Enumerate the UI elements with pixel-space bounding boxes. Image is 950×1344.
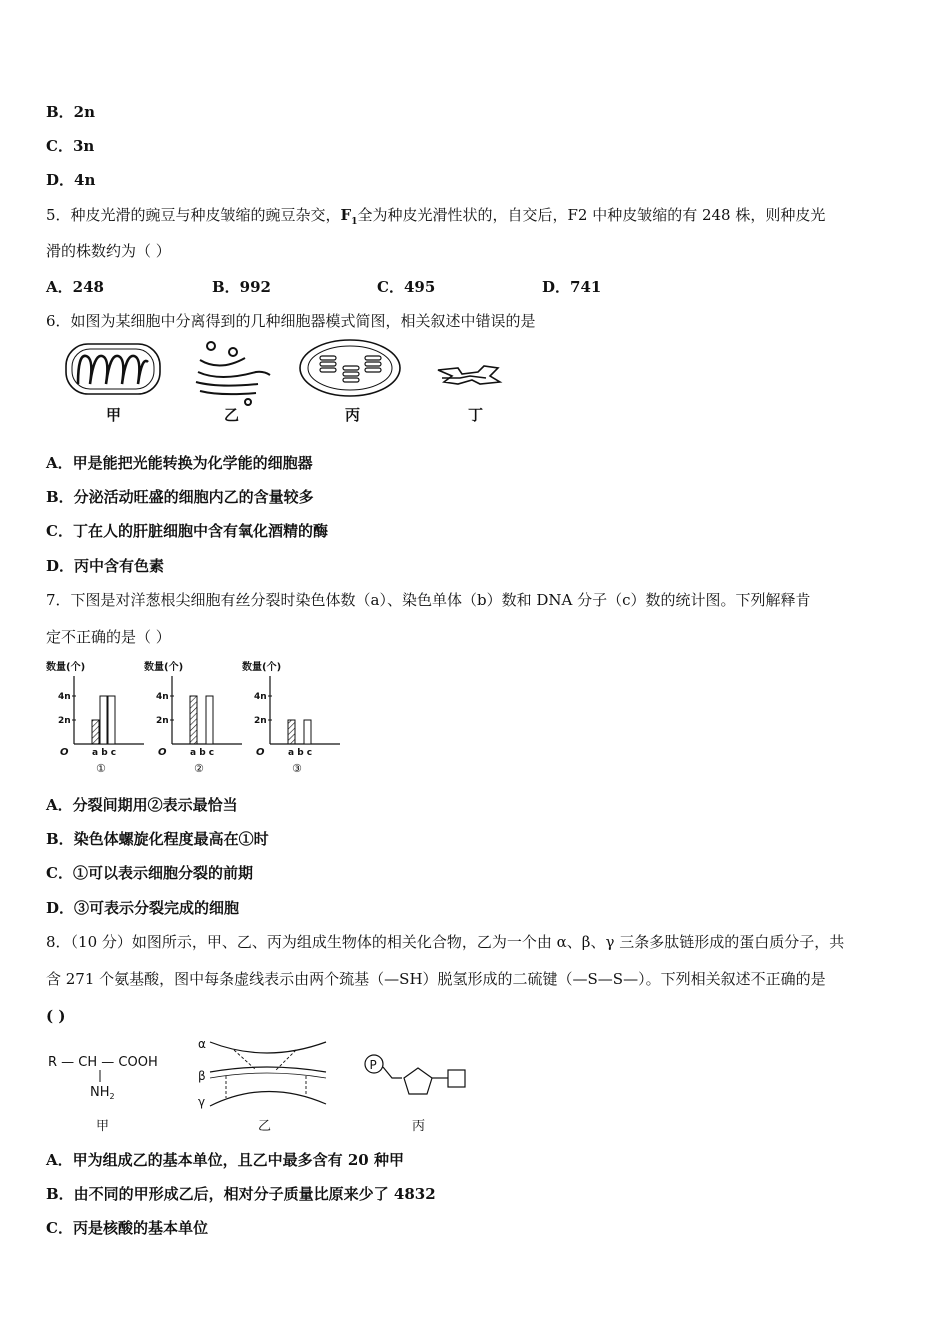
q5-option-d: D．741 [542, 278, 602, 296]
fig8-label-bing: 丙 [412, 1119, 426, 1134]
chart-ylabel: 数量(个) [144, 662, 184, 673]
q7-stem-line1: 7．下图是对洋葱根尖细胞有丝分裂时染色体数（a）、染色单体（b）数和 DNA 分子（c）数的统计图。下列解释肯 [46, 591, 811, 609]
q8-figure [44, 1034, 484, 1138]
q5-stem-line1: 5．种皮光滑的豌豆与种皮皱缩的豌豆杂交，$F_1$全为种皮光滑性状的，自交后，F2 中种皮皱缩的有 248 株，则种皮光 [46, 206, 826, 227]
chain-alpha-label: α [198, 1037, 206, 1051]
fig6-label-ding: 丁 [468, 406, 484, 424]
chart-bar-c [108, 696, 115, 744]
golgi-diagram [196, 342, 270, 405]
fig8-label-yi: 乙 [258, 1119, 272, 1134]
chart-bar-a [190, 696, 197, 744]
svg-text:R — CH — COOH: R — CH — COOH [48, 1055, 158, 1070]
q6-option-b: B．分泌活动旺盛的细胞内乙的含量较多 [46, 488, 314, 506]
chart-panel-label: ③ [292, 762, 302, 775]
q5-option-c: C．495 [377, 278, 436, 296]
q6-option-a: A．甲是能把光能转换为化学能的细胞器 [46, 454, 313, 472]
nucleotide-diagram [365, 1055, 465, 1094]
q8-option-b: B．由不同的甲形成乙后，相对分子质量比原来少了 4832 [46, 1185, 436, 1203]
q6-option-d: D．丙中含有色素 [46, 557, 165, 575]
chart-bar-c [206, 696, 213, 744]
chain-gamma-label: γ [198, 1095, 206, 1109]
q5-option-b: B．992 [212, 278, 271, 296]
q7-bar-charts [44, 656, 364, 780]
q7-option-c: C．①可以表示细胞分裂的前期 [46, 864, 253, 882]
chart-x-tick-labels: a b c [190, 748, 215, 758]
chloroplast-grana-diagram [300, 340, 400, 396]
q5-option-a: A．248 [46, 278, 104, 296]
chart-x-tick-labels: a b c [288, 748, 313, 758]
fig8-label-jia: 甲 [96, 1119, 110, 1134]
phosphate-label: P [369, 1058, 377, 1072]
protein-chains-diagram [198, 1037, 326, 1109]
chart-origin: O [158, 747, 167, 758]
chloroplast-diagram [66, 344, 160, 394]
q8-stem-line1: 8．（10 分）如图所示，甲、乙、丙为组成生物体的相关化合物，乙为一个由 α、β、γ 三条多肽链形成的蛋白质分子，共 [46, 933, 845, 951]
prev-option-d: D．4n [46, 171, 96, 189]
q7-stem-line2: 定不正确的是（ ） [46, 628, 171, 646]
q7-option-d: D．③可表示分裂完成的细胞 [46, 899, 240, 917]
chart-y-tick-label: 4n [254, 692, 267, 702]
q8-stem-line2: 含 271 个氨基酸，图中每条虚线表示由两个巯基（—SH）脱氢形成的二硫键（—S—S—）。下列相关叙述不正确的是 [46, 970, 826, 988]
chart-ylabel: 数量(个) [242, 662, 282, 673]
chart-panel-label: ② [194, 762, 204, 775]
chart-y-tick-label: 4n [156, 692, 169, 702]
q5-options [46, 276, 746, 296]
chart-bar-c [304, 720, 311, 744]
chart-y-tick-label: 4n [58, 692, 71, 702]
chart-y-tick-label: 2n [254, 716, 267, 726]
chart-x-tick-labels: a b c [92, 748, 117, 758]
chart-y-tick-label: 2n [156, 716, 169, 726]
q6-option-c: C．丁在人的肝脏细胞中含有氧化酒精的酶 [46, 522, 328, 540]
chart-bar-b [100, 696, 107, 744]
chart-panel-label: ① [96, 762, 106, 775]
amino-acid-formula [48, 1055, 158, 1101]
q7-option-b: B．染色体螺旋化程度最高在①时 [46, 830, 269, 848]
q5-stem-line2: 滑的株数约为（ ） [46, 242, 171, 260]
prev-option-b: B．2n [46, 103, 96, 121]
chart-origin: O [256, 747, 265, 758]
q8-option-a: A．甲为组成乙的基本单位，且乙中最多含有 20 种甲 [46, 1151, 404, 1169]
fig6-label-jia: 甲 [106, 406, 122, 424]
q7-option-a: A．分裂间期用②表示最恰当 [46, 796, 238, 814]
chart-y-tick-label: 2n [58, 716, 71, 726]
chart-ylabel: 数量(个) [46, 662, 86, 673]
svg-text:NH2: $NH_2$ [90, 1085, 115, 1101]
q6-stem: 6．如图为某细胞中分离得到的几种细胞器模式简图，相关叙述中错误的是 [46, 312, 536, 330]
q8-stem-line3: ( ) [46, 1007, 66, 1025]
fig6-label-yi: 乙 [224, 406, 240, 424]
chart-bar-a [92, 720, 99, 744]
chart-origin: O [60, 747, 69, 758]
q8-option-c: C．丙是核酸的基本单位 [46, 1219, 208, 1237]
fig6-label-bing: 丙 [345, 406, 361, 424]
chart-bar-a [288, 720, 295, 744]
organelle-figure [60, 338, 520, 430]
chain-beta-label: β [198, 1069, 206, 1083]
prev-option-c: C．3n [46, 137, 95, 155]
er-diagram [438, 366, 500, 384]
